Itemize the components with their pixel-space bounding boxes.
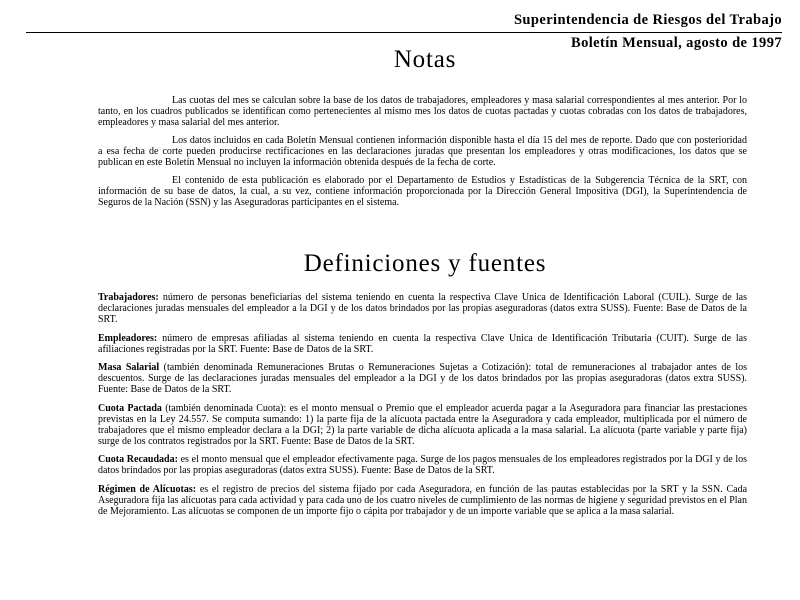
definition-term: Cuota Pactada bbox=[98, 402, 162, 414]
notes-paragraph: Los datos incluidos en cada Boletín Mensual contienen información disponible hasta el día 15 del mes de reporte. Dado que con posterioridad a esa fecha de corte pueden producirse rectificaciones en las declaraciones juradas que presentan los empleadores y otras modificaciones, los datos que se publican en este Boletín Mensual no incluyen la información obtenida después de la fecha de corte. bbox=[98, 135, 747, 168]
definition-text: número de empresas afiliadas al sistema teniendo en cuenta la respectiva Clave Unica de Identificación Tributaria (CUIT). Surge de las afiliaciones registradas por la SRT. Fuente: Base de Datos de la SRT. bbox=[98, 332, 747, 355]
definition-term: Empleadores: bbox=[98, 332, 158, 344]
header-organization: Superintendencia de Riesgos del Trabajo bbox=[513, 12, 782, 28]
notes-section bbox=[98, 95, 747, 215]
definition-text: es el monto mensual que el empleador efectivamente paga. Surge de los pagos mensuales de los empleadores registrados por la DGI y de los datos brindados por las propias aseguradoras (datos extra SUSS). Fuente: Base de Datos de la SRT. bbox=[98, 454, 747, 476]
definition-text: es el registro de precios del sistema fijado por cada Aseguradora, en función de las pautas establecidas por la SRT y la SSN. Cada Aseguradora fija las alícuotas para cada actividad y para cada uno de los cuatro niveles de cumplimiento de las normas de higiene y seguridad previstos en el Plan de Mejoramiento. Las alícuotas se componen de un importe fijo o cápita por trabajador y de un importe variable que se aplica a la masa salarial. bbox=[98, 483, 748, 517]
definition-term: Cuota Recaudada: bbox=[98, 454, 178, 465]
definition-term: Masa Salarial bbox=[98, 362, 160, 373]
definition-item bbox=[98, 362, 747, 395]
definitions-section bbox=[98, 292, 747, 524]
definition-text: (también denominada Remuneraciones Brutas o Remuneraciones Sujetas a Cotización): total de remuneraciones al trabajador antes de los descuentos. Surge de las declaraciones juradas mensuales del empleador a la DGI y de los datos brindados por las propias aseguradoras (datos extra SUSS). Fuente: Base de Datos de la SRT. bbox=[98, 362, 747, 395]
definition-term: Régimen de Alícuotas: bbox=[98, 483, 197, 495]
definition-item bbox=[98, 454, 747, 476]
header-issue: Boletín Mensual, agosto de 1997 bbox=[571, 35, 782, 51]
definition-item bbox=[98, 292, 747, 325]
definition-item bbox=[98, 333, 747, 355]
notes-paragraph: El contenido de esta publicación es elaborado por el Departamento de Estudios y Estadísticas de la Subgerencia Técnica de la SRT, con información de su base de datos, la cual, a su vez, contiene información proporcionada por la Dirección General Impositiva (DGI), la Superintendencia de Seguros de la Nación (SSN) y las Aseguradoras participantes en el sistema. bbox=[98, 175, 747, 208]
notes-title: Notas bbox=[393, 46, 457, 73]
definition-item bbox=[98, 403, 747, 447]
header-rule bbox=[26, 32, 782, 33]
definition-text: (también denominada Cuota): es el monto mensual o Premio que el empleador acuerda pagar a la Aseguradora para financiar las prestaciones previstas en la Ley 24.557. Se computa sumando: 1) la parte fija de la alícuota pactada entre la Aseguradora y cada empleador, multiplicada por el número de trabajadores que el mismo empleador declara a la DGI; 2) la parte variable de dicha alícuota aplicada a la masa salarial. La alícuota (parte variable y parte fija) surge de los contratos registrados por la SRT. Fuente: Base de Datos de la SRT. bbox=[98, 402, 747, 447]
notes-paragraph: Las cuotas del mes se calculan sobre la base de los datos de trabajadores, empleadores y masa salarial correspondientes al mes anterior. Por lo tanto, en los cuadros publicados se identifican como pertenecientes al mismo mes los datos de cuotas pactadas y cuotas cobradas con los datos de trabajadores, empleadores y masa salarial del mes anterior. bbox=[98, 95, 747, 128]
definition-item bbox=[98, 484, 747, 517]
definition-term: Trabajadores: bbox=[98, 292, 159, 303]
definition-text: número de personas beneficiarias del sistema teniendo en cuenta la respectiva Clave Unica de Identificación Laboral (CUIL). Surge de las declaraciones juradas mensuales del empleador a la DGI y de los datos brindados por las propias aseguradoras (datos extra SUSS). Fuente: Base de Datos de la SRT. bbox=[98, 292, 747, 325]
definitions-title: Definiciones y fuentes bbox=[303, 250, 547, 277]
